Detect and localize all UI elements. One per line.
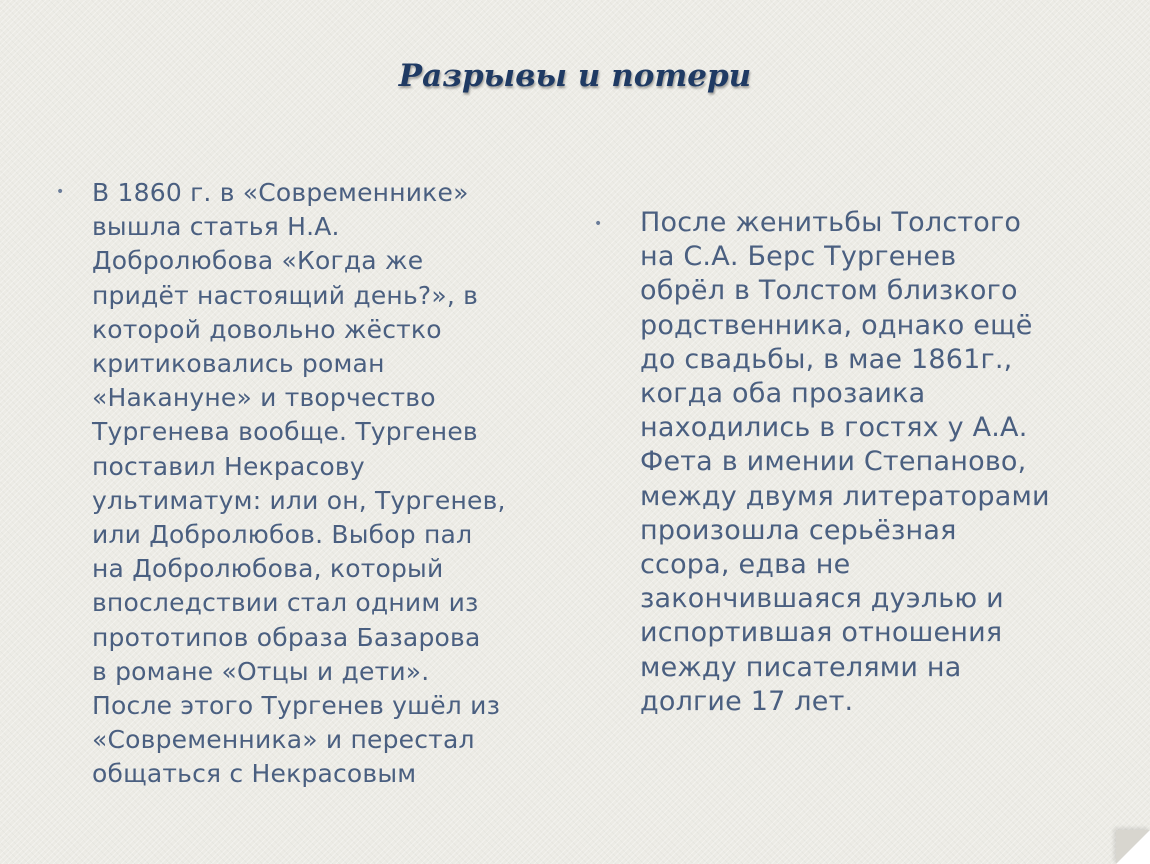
text-line: в романе «Отцы и дети». — [92, 656, 430, 686]
text-line: придёт настоящий день?», в — [92, 280, 479, 310]
text-line: Тургенева вообще. Тургенев — [92, 417, 478, 447]
text-line: критиковались роман — [92, 349, 385, 379]
text-line: испортившая отношения — [640, 617, 1003, 649]
text-line: между писателями на — [640, 651, 962, 683]
text-line: которой довольно жёстко — [92, 314, 442, 344]
text-line: или Добролюбов. Выбор пал — [92, 520, 473, 550]
text-line: закончившаяся дуэлью и — [640, 583, 1004, 615]
text-line: общаться с Некрасовым — [92, 759, 417, 789]
text-line: Фета в имении Степаново, — [640, 446, 1027, 478]
text-line: ссора, едва не — [640, 549, 851, 581]
text-line: до свадьбы, в мае 1861г., — [640, 343, 1013, 375]
bullet-text-right — [640, 206, 1120, 719]
slide-title: Разрывы и потери — [398, 58, 752, 94]
text-line: «Современника» и перестал — [92, 725, 475, 755]
page-curl-decoration — [1116, 830, 1150, 864]
bullet-marker-left: • — [56, 184, 65, 200]
text-line: на Добролюбова, который — [92, 554, 444, 584]
text-line: «Накануне» и творчество — [92, 383, 436, 413]
text-line: находились в гостях у А.А. — [640, 412, 1028, 444]
bullet-marker-right: • — [594, 216, 603, 232]
text-line: вышла статья Н.А. — [92, 212, 340, 242]
text-line: После женитьбы Толстого — [640, 207, 1022, 238]
text-line: долгие 17 лет. — [640, 685, 854, 717]
text-line: Добролюбова «Когда же — [92, 246, 424, 276]
text-line: ультиматум: или он, Тургенев, — [92, 485, 506, 515]
text-line: родственника, однако ещё — [640, 309, 1033, 341]
text-line: поставил Некрасову — [92, 451, 365, 481]
text-line: обрёл в Толстом близкого — [640, 275, 1018, 307]
text-line: После этого Тургенев ушёл из — [92, 691, 501, 721]
text-line: на С.А. Берс Тургенев — [640, 241, 957, 273]
bullet-text-left — [92, 176, 572, 792]
text-line: когда оба прозаика — [640, 378, 926, 410]
text-line: В 1860 г. в «Современнике» — [92, 178, 469, 207]
text-line: прототипов образа Базарова — [92, 622, 481, 652]
text-line: произошла серьёзная — [640, 514, 957, 546]
text-line: впоследствии стал одним из — [92, 588, 479, 618]
text-line: между двумя литераторами — [640, 480, 1050, 512]
